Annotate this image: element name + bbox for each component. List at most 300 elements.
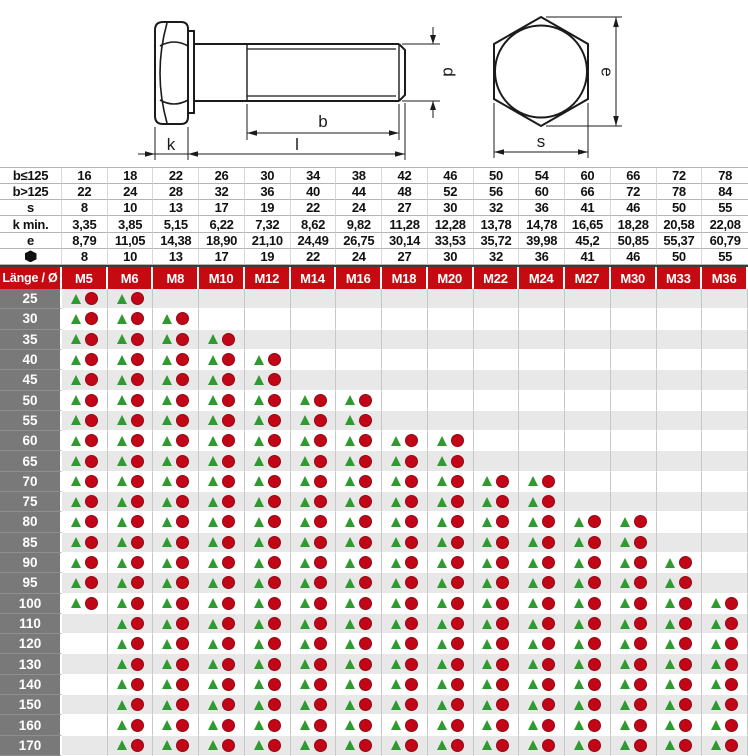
row-label-170: 170 xyxy=(0,736,62,756)
red-circle-icon xyxy=(634,739,647,752)
column-header-M12: M12 xyxy=(245,267,291,289)
red-circle-icon xyxy=(542,576,555,589)
green-triangle-icon xyxy=(574,537,584,547)
green-triangle-icon xyxy=(665,639,675,649)
red-circle-icon xyxy=(496,739,509,752)
cell-70-M20 xyxy=(428,472,474,492)
green-triangle-icon xyxy=(71,334,81,344)
cell-160-M24 xyxy=(519,715,565,735)
red-circle-icon xyxy=(314,414,327,427)
cell-95-M20 xyxy=(428,573,474,593)
cell-55-M10 xyxy=(199,411,245,431)
red-circle-icon xyxy=(222,495,235,508)
spec-value-M6-row4: 11,05 xyxy=(108,233,154,249)
green-triangle-icon xyxy=(162,639,172,649)
green-triangle-icon xyxy=(620,700,630,710)
red-circle-icon xyxy=(405,739,418,752)
green-triangle-icon xyxy=(391,476,401,486)
spec-value-M33-row2: 50 xyxy=(657,200,703,216)
cell-60-M12 xyxy=(245,431,291,451)
cell-120-M22 xyxy=(474,634,520,654)
cell-60-M36 xyxy=(702,431,748,451)
green-triangle-icon xyxy=(391,639,401,649)
green-triangle-icon xyxy=(665,619,675,629)
green-triangle-icon xyxy=(208,334,218,344)
green-triangle-icon xyxy=(254,558,264,568)
cell-150-M6 xyxy=(108,695,154,715)
spec-value-M16-row1: 44 xyxy=(336,184,382,200)
red-circle-icon xyxy=(268,515,281,528)
cell-40-M30 xyxy=(611,350,657,370)
red-circle-icon xyxy=(268,455,281,468)
column-header-M30: M30 xyxy=(611,267,657,289)
red-circle-icon xyxy=(451,515,464,528)
red-circle-icon xyxy=(176,617,189,630)
spec-value-M36-row3: 22,08 xyxy=(702,216,748,232)
spec-value-M27-row3: 16,65 xyxy=(565,216,611,232)
green-triangle-icon xyxy=(482,558,492,568)
red-circle-icon xyxy=(451,576,464,589)
red-circle-icon xyxy=(314,719,327,732)
cell-140-M24 xyxy=(519,675,565,695)
cell-40-M8 xyxy=(153,350,199,370)
red-circle-icon xyxy=(268,475,281,488)
cell-85-M10 xyxy=(199,533,245,553)
cell-95-M14 xyxy=(291,573,337,593)
red-circle-icon xyxy=(588,617,601,630)
red-circle-icon xyxy=(451,536,464,549)
red-circle-icon xyxy=(359,434,372,447)
green-triangle-icon xyxy=(254,740,264,750)
red-circle-icon xyxy=(725,698,738,711)
cell-85-M33 xyxy=(657,533,703,553)
green-triangle-icon xyxy=(482,659,492,669)
cell-85-M8 xyxy=(153,533,199,553)
cell-85-M22 xyxy=(474,533,520,553)
red-circle-icon xyxy=(222,576,235,589)
green-triangle-icon xyxy=(208,375,218,385)
green-triangle-icon xyxy=(665,598,675,608)
green-triangle-icon xyxy=(482,578,492,588)
cell-80-M27 xyxy=(565,512,611,532)
cell-170-M5 xyxy=(62,736,108,756)
green-triangle-icon xyxy=(71,395,81,405)
spec-value-M36-row0: 78 xyxy=(702,168,748,184)
cell-50-M27 xyxy=(565,391,611,411)
green-triangle-icon xyxy=(437,578,447,588)
cell-90-M27 xyxy=(565,553,611,573)
cell-120-M8 xyxy=(153,634,199,654)
cell-35-M18 xyxy=(382,330,428,350)
spec-value-M14-row5: 22 xyxy=(291,249,337,265)
red-circle-icon xyxy=(634,536,647,549)
cell-150-M27 xyxy=(565,695,611,715)
cell-160-M22 xyxy=(474,715,520,735)
spec-value-M8-row3: 5,15 xyxy=(153,216,199,232)
cell-95-M10 xyxy=(199,573,245,593)
green-triangle-icon xyxy=(391,558,401,568)
cell-140-M33 xyxy=(657,675,703,695)
green-triangle-icon xyxy=(254,619,264,629)
red-circle-icon xyxy=(405,536,418,549)
column-header-M22: M22 xyxy=(474,267,520,289)
green-triangle-icon xyxy=(620,537,630,547)
red-circle-icon xyxy=(542,515,555,528)
red-circle-icon xyxy=(634,719,647,732)
cell-65-M27 xyxy=(565,451,611,471)
cell-60-M10 xyxy=(199,431,245,451)
red-circle-icon xyxy=(314,434,327,447)
red-circle-icon xyxy=(314,637,327,650)
green-triangle-icon xyxy=(620,720,630,730)
cell-150-M18 xyxy=(382,695,428,715)
cell-75-M30 xyxy=(611,492,657,512)
green-triangle-icon xyxy=(528,619,538,629)
cell-170-M30 xyxy=(611,736,657,756)
cell-60-M14 xyxy=(291,431,337,451)
spec-value-M36-row4: 60,79 xyxy=(702,233,748,249)
spec-value-M5-row0: 16 xyxy=(62,168,108,184)
cell-65-M16 xyxy=(336,451,382,471)
spec-value-M27-row0: 60 xyxy=(565,168,611,184)
cell-65-M8 xyxy=(153,451,199,471)
spec-value-M12-row4: 21,10 xyxy=(245,233,291,249)
spec-value-M16-row2: 24 xyxy=(336,200,382,216)
red-circle-icon xyxy=(268,719,281,732)
green-triangle-icon xyxy=(391,700,401,710)
red-circle-icon xyxy=(85,414,98,427)
red-circle-icon xyxy=(268,414,281,427)
red-circle-icon xyxy=(359,739,372,752)
red-circle-icon xyxy=(222,556,235,569)
red-circle-icon xyxy=(85,576,98,589)
cell-30-M33 xyxy=(657,309,703,329)
cell-75-M6 xyxy=(108,492,154,512)
cell-95-M18 xyxy=(382,573,428,593)
red-circle-icon xyxy=(131,312,144,325)
cell-25-M16 xyxy=(336,289,382,309)
spec-value-M33-row4: 55,37 xyxy=(657,233,703,249)
cell-40-M24 xyxy=(519,350,565,370)
red-circle-icon xyxy=(176,637,189,650)
red-circle-icon xyxy=(451,637,464,650)
cell-40-M14 xyxy=(291,350,337,370)
cell-40-M36 xyxy=(702,350,748,370)
cell-150-M24 xyxy=(519,695,565,715)
red-circle-icon xyxy=(131,556,144,569)
red-circle-icon xyxy=(679,698,692,711)
cell-30-M18 xyxy=(382,309,428,329)
green-triangle-icon xyxy=(71,476,81,486)
red-circle-icon xyxy=(542,658,555,671)
green-triangle-icon xyxy=(665,720,675,730)
red-circle-icon xyxy=(542,678,555,691)
spec-value-M20-row0: 46 xyxy=(428,168,474,184)
cell-65-M6 xyxy=(108,451,154,471)
green-triangle-icon xyxy=(345,476,355,486)
cell-160-M5 xyxy=(62,715,108,735)
red-circle-icon xyxy=(176,495,189,508)
cell-170-M36 xyxy=(702,736,748,756)
red-circle-icon xyxy=(314,698,327,711)
spec-value-M12-row5: 19 xyxy=(245,249,291,265)
row-label-110: 110 xyxy=(0,614,62,634)
cell-30-M6 xyxy=(108,309,154,329)
red-circle-icon xyxy=(725,658,738,671)
red-circle-icon xyxy=(496,475,509,488)
green-triangle-icon xyxy=(208,700,218,710)
green-triangle-icon xyxy=(71,375,81,385)
red-circle-icon xyxy=(176,455,189,468)
red-circle-icon xyxy=(222,434,235,447)
green-triangle-icon xyxy=(482,537,492,547)
dim-label-e: e xyxy=(597,67,617,77)
red-circle-icon xyxy=(588,658,601,671)
cell-25-M12 xyxy=(245,289,291,309)
green-triangle-icon xyxy=(574,639,584,649)
red-circle-icon xyxy=(131,394,144,407)
green-triangle-icon xyxy=(437,517,447,527)
cell-90-M6 xyxy=(108,553,154,573)
cell-60-M27 xyxy=(565,431,611,451)
green-triangle-icon xyxy=(208,517,218,527)
cell-85-M5 xyxy=(62,533,108,553)
column-header-M10: M10 xyxy=(199,267,245,289)
red-circle-icon xyxy=(359,394,372,407)
green-triangle-icon xyxy=(345,558,355,568)
red-circle-icon xyxy=(405,617,418,630)
green-triangle-icon xyxy=(208,558,218,568)
cell-90-M14 xyxy=(291,553,337,573)
green-triangle-icon xyxy=(437,700,447,710)
cell-35-M24 xyxy=(519,330,565,350)
green-triangle-icon xyxy=(482,476,492,486)
cell-80-M5 xyxy=(62,512,108,532)
green-triangle-icon xyxy=(345,700,355,710)
cell-25-M24 xyxy=(519,289,565,309)
red-circle-icon xyxy=(634,617,647,630)
spec-value-M36-row1: 84 xyxy=(702,184,748,200)
red-circle-icon xyxy=(496,536,509,549)
cell-45-M18 xyxy=(382,370,428,390)
green-triangle-icon xyxy=(711,598,721,608)
cell-170-M27 xyxy=(565,736,611,756)
cell-80-M6 xyxy=(108,512,154,532)
cell-35-M10 xyxy=(199,330,245,350)
green-triangle-icon xyxy=(345,415,355,425)
cell-110-M30 xyxy=(611,614,657,634)
red-circle-icon xyxy=(725,637,738,650)
red-circle-icon xyxy=(131,434,144,447)
green-triangle-icon xyxy=(574,679,584,689)
green-triangle-icon xyxy=(208,578,218,588)
cell-110-M16 xyxy=(336,614,382,634)
green-triangle-icon xyxy=(528,598,538,608)
green-triangle-icon xyxy=(391,598,401,608)
green-triangle-icon xyxy=(482,517,492,527)
red-circle-icon xyxy=(679,658,692,671)
spec-value-M20-row1: 52 xyxy=(428,184,474,200)
red-circle-icon xyxy=(405,698,418,711)
cell-70-M8 xyxy=(153,472,199,492)
green-triangle-icon xyxy=(117,659,127,669)
spec-value-M14-row0: 34 xyxy=(291,168,337,184)
cell-95-M6 xyxy=(108,573,154,593)
red-circle-icon xyxy=(359,536,372,549)
cell-25-M20 xyxy=(428,289,474,309)
cell-70-M14 xyxy=(291,472,337,492)
spec-value-M33-row0: 72 xyxy=(657,168,703,184)
cell-50-M30 xyxy=(611,391,657,411)
cell-35-M33 xyxy=(657,330,703,350)
green-triangle-icon xyxy=(574,517,584,527)
cell-100-M6 xyxy=(108,594,154,614)
green-triangle-icon xyxy=(391,679,401,689)
green-triangle-icon xyxy=(254,598,264,608)
cell-90-M20 xyxy=(428,553,474,573)
cell-45-M22 xyxy=(474,370,520,390)
cell-40-M6 xyxy=(108,350,154,370)
green-triangle-icon xyxy=(528,700,538,710)
spec-value-M5-row4: 8,79 xyxy=(62,233,108,249)
green-triangle-icon xyxy=(711,720,721,730)
spec-value-M12-row0: 30 xyxy=(245,168,291,184)
green-triangle-icon xyxy=(117,476,127,486)
red-circle-icon xyxy=(405,515,418,528)
green-triangle-icon xyxy=(620,679,630,689)
cell-50-M14 xyxy=(291,391,337,411)
cell-70-M30 xyxy=(611,472,657,492)
cell-45-M14 xyxy=(291,370,337,390)
red-circle-icon xyxy=(634,576,647,589)
spec-row-label-hex xyxy=(0,249,62,265)
green-triangle-icon xyxy=(117,314,127,324)
cell-55-M27 xyxy=(565,411,611,431)
green-triangle-icon xyxy=(208,476,218,486)
red-circle-icon xyxy=(496,617,509,630)
red-circle-icon xyxy=(679,556,692,569)
cell-60-M24 xyxy=(519,431,565,451)
cell-150-M5 xyxy=(62,695,108,715)
spec-value-M18-row4: 30,14 xyxy=(382,233,428,249)
spec-value-M18-row3: 11,28 xyxy=(382,216,428,232)
green-triangle-icon xyxy=(391,720,401,730)
green-triangle-icon xyxy=(345,679,355,689)
column-header-M16: M16 xyxy=(336,267,382,289)
red-circle-icon xyxy=(679,739,692,752)
red-circle-icon xyxy=(85,455,98,468)
green-triangle-icon xyxy=(254,436,264,446)
green-triangle-icon xyxy=(711,700,721,710)
cell-140-M22 xyxy=(474,675,520,695)
row-label-50: 50 xyxy=(0,391,62,411)
red-circle-icon xyxy=(176,333,189,346)
spec-value-M6-row5: 10 xyxy=(108,249,154,265)
cell-140-M20 xyxy=(428,675,474,695)
cell-170-M10 xyxy=(199,736,245,756)
green-triangle-icon xyxy=(437,598,447,608)
cell-85-M18 xyxy=(382,533,428,553)
cell-90-M24 xyxy=(519,553,565,573)
spec-value-M16-row4: 26,75 xyxy=(336,233,382,249)
cell-120-M20 xyxy=(428,634,474,654)
green-triangle-icon xyxy=(620,639,630,649)
hex-head-top-view xyxy=(494,17,588,126)
cell-30-M30 xyxy=(611,309,657,329)
cell-100-M20 xyxy=(428,594,474,614)
green-triangle-icon xyxy=(482,497,492,507)
red-circle-icon xyxy=(85,475,98,488)
spec-value-M22-row0: 50 xyxy=(474,168,520,184)
cell-60-M22 xyxy=(474,431,520,451)
spec-value-M30-row4: 50,85 xyxy=(611,233,657,249)
cell-85-M6 xyxy=(108,533,154,553)
red-circle-icon xyxy=(222,617,235,630)
cell-95-M27 xyxy=(565,573,611,593)
cell-160-M18 xyxy=(382,715,428,735)
cell-75-M33 xyxy=(657,492,703,512)
green-triangle-icon xyxy=(117,395,127,405)
red-circle-icon xyxy=(268,597,281,610)
cell-25-M5 xyxy=(62,289,108,309)
cell-130-M8 xyxy=(153,654,199,674)
cell-25-M10 xyxy=(199,289,245,309)
cell-45-M6 xyxy=(108,370,154,390)
red-circle-icon xyxy=(268,434,281,447)
cell-130-M10 xyxy=(199,654,245,674)
cell-55-M8 xyxy=(153,411,199,431)
cell-40-M12 xyxy=(245,350,291,370)
spec-value-M24-row4: 39,98 xyxy=(519,233,565,249)
cell-40-M22 xyxy=(474,350,520,370)
red-circle-icon xyxy=(588,719,601,732)
red-circle-icon xyxy=(314,597,327,610)
cell-160-M12 xyxy=(245,715,291,735)
green-triangle-icon xyxy=(162,619,172,629)
cell-45-M12 xyxy=(245,370,291,390)
red-circle-icon xyxy=(176,576,189,589)
spec-value-M30-row1: 72 xyxy=(611,184,657,200)
cell-110-M10 xyxy=(199,614,245,634)
cell-35-M14 xyxy=(291,330,337,350)
cell-40-M5 xyxy=(62,350,108,370)
spec-value-M5-row5: 8 xyxy=(62,249,108,265)
cell-100-M33 xyxy=(657,594,703,614)
cell-120-M36 xyxy=(702,634,748,654)
cell-80-M24 xyxy=(519,512,565,532)
red-circle-icon xyxy=(85,434,98,447)
row-label-160: 160 xyxy=(0,715,62,735)
red-circle-icon xyxy=(85,373,98,386)
red-circle-icon xyxy=(542,617,555,630)
cell-150-M36 xyxy=(702,695,748,715)
green-triangle-icon xyxy=(117,375,127,385)
spec-value-M10-row1: 32 xyxy=(199,184,245,200)
spec-row-label-2: s xyxy=(0,200,62,216)
green-triangle-icon xyxy=(620,740,630,750)
green-triangle-icon xyxy=(254,415,264,425)
green-triangle-icon xyxy=(345,436,355,446)
cell-100-M24 xyxy=(519,594,565,614)
cell-25-M33 xyxy=(657,289,703,309)
red-circle-icon xyxy=(359,719,372,732)
green-triangle-icon xyxy=(117,334,127,344)
row-label-30: 30 xyxy=(0,309,62,329)
cell-130-M16 xyxy=(336,654,382,674)
red-circle-icon xyxy=(588,739,601,752)
green-triangle-icon xyxy=(574,700,584,710)
green-triangle-icon xyxy=(391,659,401,669)
